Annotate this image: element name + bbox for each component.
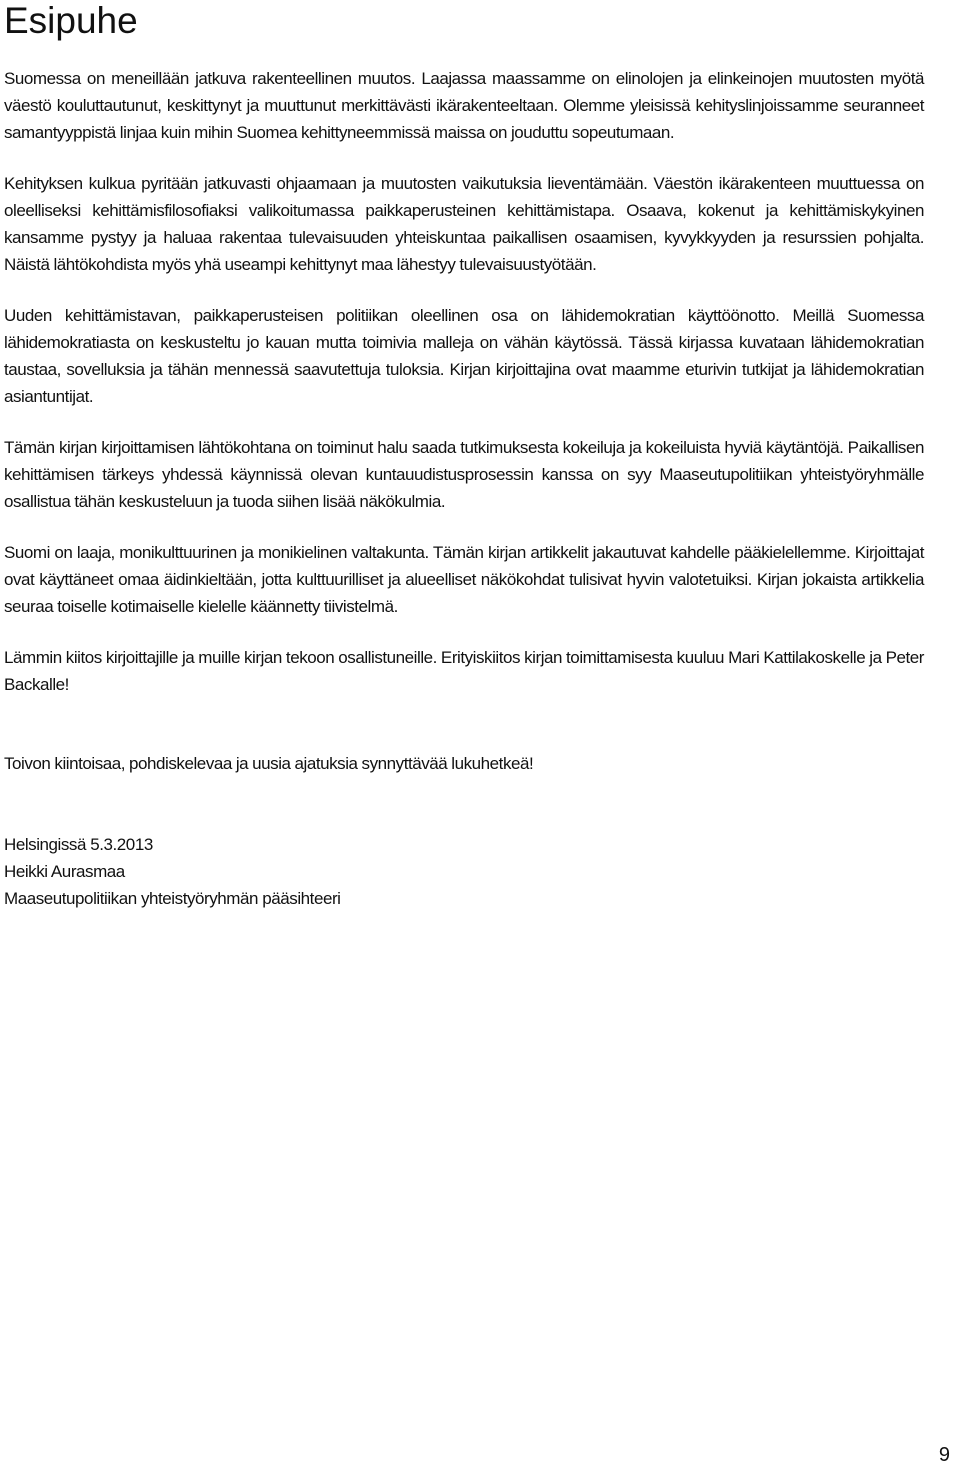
page-number: 9 bbox=[938, 1444, 950, 1466]
page-title: Esipuhe bbox=[4, 0, 138, 41]
paragraph-2: Kehityksen kulkua pyritään jatkuvasti ohjaamaan ja muutosten vaikutuksia lieventämään. Väestön ikärakenteen muuttuessa on oleelliseksi kehittämisfilosofiaksi valikoitumassa paikkaperusteinen kehittämistapa. Osaava, kokenut ja kehittämiskykyinen kansamme pystyy ja haluaa rakentaa tulevaisuuden yhteiskuntaa paikallisen osaamisen, kyvykkyyden ja resurssien pohjalta. Näistä lähtökohdista myös yhä useampi kehittynyt maa lähestyy tulevaisuustyötään. bbox=[4, 174, 924, 274]
closing-wish: Toivon kiintoisaa, pohdiskelevaa ja uusia ajatuksia synnyttävää lukuhetkeä! bbox=[4, 754, 534, 773]
signature-role: Maaseutupolitiikan yhteistyöryhmän pääsihteeri bbox=[4, 889, 341, 908]
paragraph-4: Tämän kirjan kirjoittamisen lähtökohtana on toiminut halu saada tutkimuksesta kokeiluja ja kokeiluista hyviä käytäntöjä. Paikallisen kehittämisen tärkeys yhdessä käynnissä olevan kuntauudistusprosessin kanssa on syy Maaseutupolitiikan yhteistyöryhmälle osallistua tähän keskusteluun ja tuoda siihen lisää näkökulmia. bbox=[4, 438, 924, 511]
preface-body bbox=[4, 65, 924, 912]
paragraph-1: Suomessa on meneillään jatkuva rakenteellinen muutos. Laajassa maassamme on elinolojen ja elinkeinojen muutosten myötä väestö kouluttautunut, keskittynyt ja muuttunut merkittävästi ikärakenteeltaan. Olemme yleisissä kehityslinjoissamme seuranneet samantyyppistä linjaa kuin mihin Suomea kehittyneemmissä maissa on jouduttu sopeutumaan. bbox=[4, 69, 924, 142]
paragraph-3: Uuden kehittämistavan, paikkaperusteisen politiikan oleellinen osa on lähidemokratian käyttöönotto. Meillä Suomessa lähidemokratiasta on keskusteltu jo kauan mutta toimivia malleja on vähän käytössä. Tässä kirjassa kuvataan lähidemokratian taustaa, sovelluksia ja tähän mennessä saavutettuja tuloksia. Kirjan kirjoittajina ovat maamme eturivin tutkijat ja lähidemokratian asiantuntijat. bbox=[4, 306, 924, 406]
signature-name: Heikki Aurasmaa bbox=[4, 862, 125, 881]
signature-block bbox=[4, 831, 924, 912]
paragraph-5: Suomi on laaja, monikulttuurinen ja monikielinen valtakunta. Tämän kirjan artikkelit jakautuvat kahdelle pääkielellemme. Kirjoittajat ovat käyttäneet omaa äidinkieltään, jotta kulttuurilliset ja alueelliset näkökohdat tulisivat hyvin valotetuiksi. Kirjan jokaista artikkelia seuraa toiselle kotimaiselle kielelle käännetty tiivistelmä. bbox=[4, 543, 924, 616]
paragraph-6: Lämmin kiitos kirjoittajille ja muille kirjan tekoon osallistuneille. Erityiskiitos kirjan toimittamisesta kuuluu Mari Kattilakoskelle ja Peter Backalle! bbox=[4, 648, 924, 694]
signature-place-date: Helsingissä 5.3.2013 bbox=[4, 835, 153, 854]
